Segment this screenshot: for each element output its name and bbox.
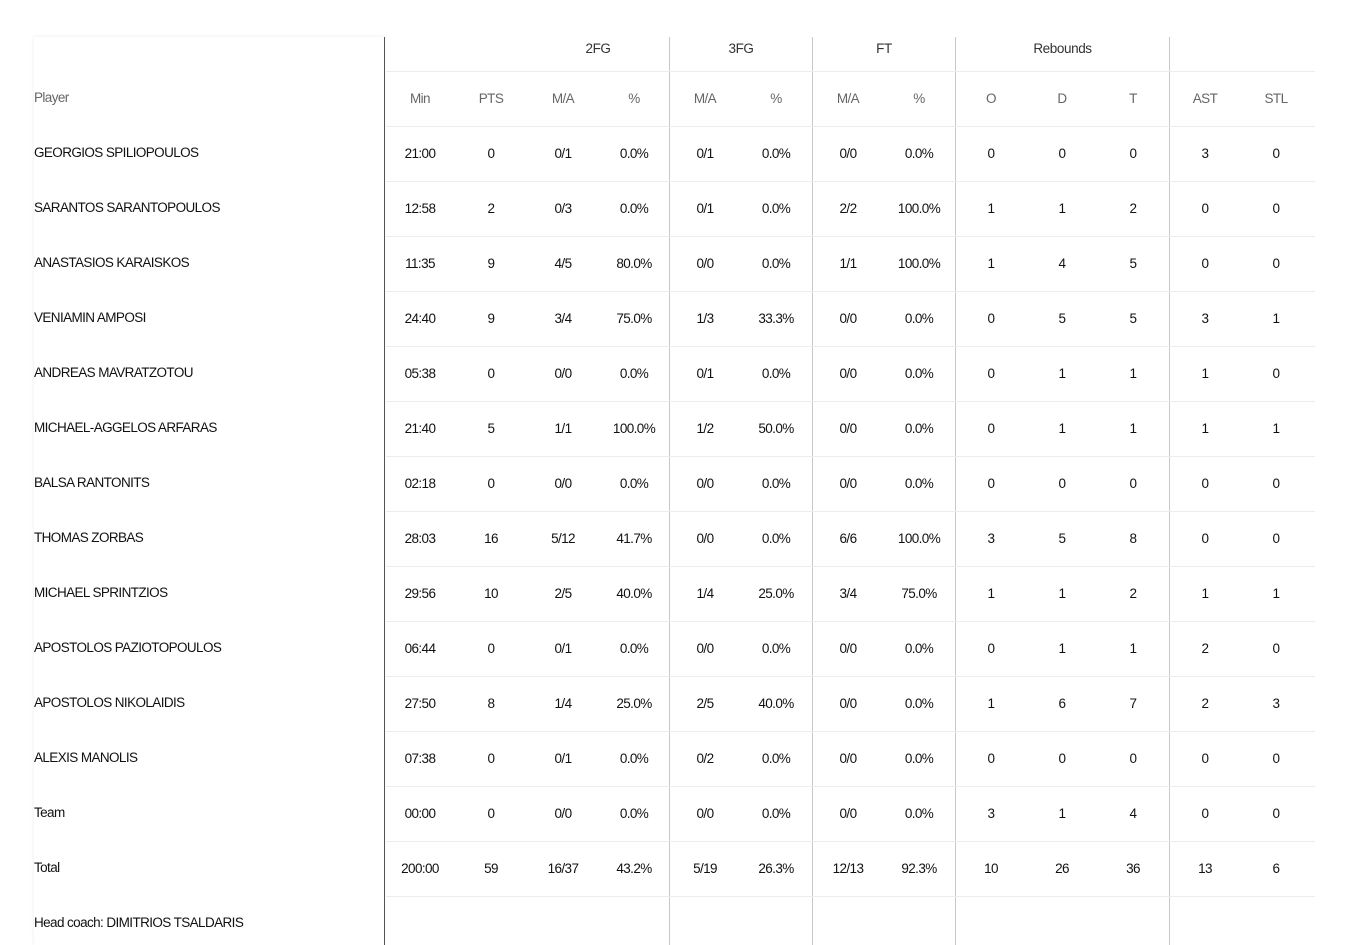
- stat-cell: 0: [1058, 751, 1066, 766]
- stat-cell: 28:03: [404, 531, 436, 546]
- stat-cell: 0: [1201, 806, 1209, 821]
- stat-cell: 200:00: [401, 861, 439, 876]
- stat-cell: 1: [1272, 311, 1280, 326]
- player-name: MICHAEL-AGGELOS ARFARAS: [34, 420, 217, 435]
- stat-cell: 0/1: [696, 146, 714, 161]
- row-divider: [386, 731, 1315, 732]
- stat-cell: 25.0%: [758, 586, 794, 601]
- stat-cell: 3: [1201, 311, 1209, 326]
- stat-cell: 0/0: [839, 641, 857, 656]
- row-divider: [386, 621, 1315, 622]
- stat-cell: 0: [987, 476, 995, 491]
- stat-cell: 0: [1272, 256, 1280, 271]
- stat-cell: 40.0%: [616, 586, 652, 601]
- stat-cell: 1: [987, 696, 995, 711]
- stat-cell: 0.0%: [761, 641, 791, 656]
- stat-cell: 0/0: [839, 751, 857, 766]
- stat-cell: 0.0%: [761, 366, 791, 381]
- stat-cell: 8: [1129, 531, 1137, 546]
- column-header: PTS: [478, 91, 504, 106]
- stat-cell: 1: [1058, 366, 1066, 381]
- stat-cell: 3/4: [554, 311, 572, 326]
- stat-cell: 0: [987, 641, 995, 656]
- player-name: ANDREAS MAVRATZOTOU: [34, 365, 193, 380]
- stat-cell: 0: [1272, 751, 1280, 766]
- stat-cell: 07:38: [404, 751, 436, 766]
- stat-cell: 0/0: [696, 476, 714, 491]
- row-divider: [386, 511, 1315, 512]
- stat-cell: 0: [1272, 641, 1280, 656]
- stat-cell: 0.0%: [904, 366, 934, 381]
- stat-cell: 29:56: [404, 586, 436, 601]
- stat-cell: 6: [1272, 861, 1280, 876]
- stat-cell: 1: [987, 586, 995, 601]
- stat-cell: 0: [1058, 146, 1066, 161]
- stat-cell: 06:44: [404, 641, 436, 656]
- stat-cell: 11:35: [405, 256, 435, 271]
- column-header: T: [1129, 91, 1137, 106]
- stat-cell: 1: [1201, 421, 1209, 436]
- column-header: Min: [410, 91, 430, 106]
- row-divider: [386, 841, 1315, 842]
- stat-cell: 59: [484, 861, 498, 876]
- stat-cell: 7: [1129, 696, 1137, 711]
- stat-cell: 0/0: [839, 366, 857, 381]
- stat-cell: 0/0: [839, 311, 857, 326]
- stat-cell: 02:18: [404, 476, 436, 491]
- stat-cell: 5: [1058, 531, 1066, 546]
- stat-cell: 92.3%: [901, 861, 937, 876]
- column-header: %: [770, 91, 782, 106]
- stat-cell: 100.0%: [612, 421, 656, 436]
- player-name: SARANTOS SARANTOPOULOS: [34, 200, 220, 215]
- stat-cell: 0: [1129, 751, 1137, 766]
- stat-cell: 36: [1126, 861, 1140, 876]
- stat-cell: 0.0%: [904, 146, 934, 161]
- stat-cell: 1: [987, 256, 995, 271]
- stat-cell: 0/3: [554, 201, 572, 216]
- stat-cell: 0: [1272, 806, 1280, 821]
- column-header: O: [986, 91, 996, 106]
- player-name: ALEXIS MANOLIS: [34, 750, 138, 765]
- stat-cell: 0.0%: [619, 201, 649, 216]
- stat-cell: 0: [1129, 146, 1137, 161]
- stat-cell: 1: [987, 201, 995, 216]
- stat-cell: 0: [987, 366, 995, 381]
- column-header: %: [913, 91, 925, 106]
- stat-cell: 1: [1058, 421, 1066, 436]
- stat-cell: 5/19: [693, 861, 717, 876]
- stat-cell: 0: [1201, 531, 1209, 546]
- stat-cell: 1: [1129, 421, 1137, 436]
- stat-cell: 100.0%: [897, 531, 941, 546]
- stat-cell: 0/0: [554, 476, 572, 491]
- stat-cell: 0: [1201, 751, 1209, 766]
- stat-cell: 2: [1129, 586, 1137, 601]
- stat-cell: 2/2: [839, 201, 857, 216]
- stat-cell: 0/0: [696, 256, 714, 271]
- stat-cell: 3: [987, 806, 995, 821]
- stat-cell: 2: [1201, 696, 1209, 711]
- group-header-ft: FT: [876, 41, 892, 56]
- stat-cell: 4: [1058, 256, 1066, 271]
- stat-cell: 9: [487, 311, 495, 326]
- row-divider: [386, 291, 1315, 292]
- row-divider: [386, 786, 1315, 787]
- stat-cell: 0.0%: [761, 146, 791, 161]
- stat-cell: 43.2%: [616, 861, 652, 876]
- stat-cell: 0.0%: [904, 806, 934, 821]
- stat-cell: 0.0%: [904, 696, 934, 711]
- row-divider: [386, 126, 1315, 127]
- stat-cell: 0/0: [554, 366, 572, 381]
- stat-cell: 6: [1058, 696, 1066, 711]
- stat-cell: 0/0: [696, 641, 714, 656]
- stat-cell: 0.0%: [619, 476, 649, 491]
- stat-cell: 1: [1201, 586, 1209, 601]
- stat-cell: 0.0%: [761, 476, 791, 491]
- stat-cell: 3/4: [839, 586, 857, 601]
- stat-cell: 26.3%: [758, 861, 794, 876]
- stat-cell: 0.0%: [904, 751, 934, 766]
- stat-cell: 0: [1058, 476, 1066, 491]
- stat-cell: 0.0%: [619, 366, 649, 381]
- stat-cell: 0.0%: [761, 751, 791, 766]
- group-divider: [955, 37, 956, 945]
- stat-cell: 21:40: [404, 421, 436, 436]
- stat-cell: 3: [987, 531, 995, 546]
- column-header: AST: [1192, 91, 1218, 106]
- stat-cell: 0: [1272, 201, 1280, 216]
- stat-cell: 0: [487, 806, 495, 821]
- stat-cell: 0: [1272, 146, 1280, 161]
- stat-cell: 0: [1272, 366, 1280, 381]
- stat-cell: 16: [484, 531, 498, 546]
- stat-cell: 16/37: [547, 861, 579, 876]
- stat-cell: 3: [1272, 696, 1280, 711]
- stat-cell: 5: [487, 421, 495, 436]
- stat-cell: 1: [1129, 641, 1137, 656]
- stat-cell: 1/1: [839, 256, 857, 271]
- group-divider: [669, 37, 670, 945]
- stat-cell: 0: [487, 146, 495, 161]
- stat-cell: 1/4: [554, 696, 572, 711]
- player-name: THOMAS ZORBAS: [34, 530, 144, 545]
- stat-cell: 2/5: [696, 696, 714, 711]
- stat-cell: 0/0: [696, 806, 714, 821]
- stat-cell: 1: [1058, 586, 1066, 601]
- stat-cell: 0: [487, 641, 495, 656]
- stat-cell: 21:00: [404, 146, 436, 161]
- stat-cell: 0: [987, 421, 995, 436]
- stat-cell: 5: [1058, 311, 1066, 326]
- stat-cell: 0: [487, 751, 495, 766]
- stat-cell: 4: [1129, 806, 1137, 821]
- stat-cell: 0/0: [839, 696, 857, 711]
- stat-cell: 80.0%: [616, 256, 652, 271]
- stat-cell: 8: [487, 696, 495, 711]
- stat-cell: 0.0%: [619, 641, 649, 656]
- stat-cell: 0: [987, 751, 995, 766]
- stat-cell: 1: [1272, 421, 1280, 436]
- stat-cell: 1/3: [696, 311, 714, 326]
- row-divider: [386, 346, 1315, 347]
- stat-cell: 0.0%: [904, 641, 934, 656]
- row-divider: [386, 71, 1315, 72]
- player-name: VENIAMIN AMPOSI: [34, 310, 146, 325]
- stat-cell: 0/1: [554, 146, 572, 161]
- stat-cell: 0/0: [839, 421, 857, 436]
- group-header-3fg: 3FG: [728, 41, 754, 56]
- stat-cell: 4/5: [554, 256, 572, 271]
- stat-cell: 0: [1201, 201, 1209, 216]
- stat-cell: 0.0%: [904, 311, 934, 326]
- stat-cell: 0/1: [554, 641, 572, 656]
- player-name: ANASTASIOS KARAISKOS: [34, 255, 190, 270]
- stat-cell: 1: [1058, 641, 1066, 656]
- player-name: BALSA RANTONITS: [34, 475, 150, 490]
- stat-cell: 1/2: [696, 421, 714, 436]
- group-divider: [1169, 37, 1170, 945]
- stat-cell: 5: [1129, 311, 1137, 326]
- column-header: D: [1057, 91, 1067, 106]
- player-name: Total: [34, 860, 60, 875]
- stat-cell: 33.3%: [758, 311, 794, 326]
- stat-cell: 0.0%: [761, 256, 791, 271]
- player-name: APOSTOLOS PAZIOTOPOULOS: [34, 640, 222, 655]
- stat-cell: 0: [487, 366, 495, 381]
- group-divider: [812, 37, 813, 945]
- player-column-divider: [384, 37, 385, 945]
- player-name: APOSTOLOS NIKOLAIDIS: [34, 695, 185, 710]
- stat-cell: 0: [987, 146, 995, 161]
- head-coach-label: Head coach: DIMITRIOS TSALDARIS: [34, 915, 244, 930]
- stat-cell: 100.0%: [897, 256, 941, 271]
- row-divider: [386, 566, 1315, 567]
- row-divider: [386, 236, 1315, 237]
- column-header: STL: [1264, 91, 1288, 106]
- stat-cell: 2: [1129, 201, 1137, 216]
- player-column-panel: [34, 37, 384, 945]
- row-divider: [386, 181, 1315, 182]
- stat-cell: 2: [487, 201, 495, 216]
- stat-cell: 0/2: [696, 751, 714, 766]
- stat-cell: 0/0: [839, 806, 857, 821]
- stat-cell: 1: [1201, 366, 1209, 381]
- stat-cell: 1/1: [554, 421, 572, 436]
- stat-cell: 0: [987, 311, 995, 326]
- stat-cell: 41.7%: [616, 531, 652, 546]
- stat-cell: 2/5: [554, 586, 572, 601]
- stat-cell: 0/1: [554, 751, 572, 766]
- player-name: GEORGIOS SPILIOPOULOS: [34, 145, 199, 160]
- stat-cell: 40.0%: [758, 696, 794, 711]
- stat-cell: 12/13: [832, 861, 864, 876]
- stat-cell: 1: [1058, 806, 1066, 821]
- stat-cell: 0: [487, 476, 495, 491]
- stat-cell: 5/12: [551, 531, 575, 546]
- stat-cell: 75.0%: [616, 311, 652, 326]
- column-header: M/A: [693, 91, 717, 106]
- player-column-header: Player: [34, 90, 69, 105]
- column-header: M/A: [551, 91, 575, 106]
- stat-cell: 0/0: [554, 806, 572, 821]
- stat-cell: 0.0%: [761, 201, 791, 216]
- stat-cell: 0/1: [696, 366, 714, 381]
- stat-cell: 0/0: [839, 476, 857, 491]
- player-name: Team: [34, 805, 65, 820]
- group-header-2fg: 2FG: [585, 41, 611, 56]
- stat-cell: 05:38: [404, 366, 436, 381]
- player-name: MICHAEL SPRINTZIOS: [34, 585, 168, 600]
- stat-cell: 0: [1201, 256, 1209, 271]
- row-divider: [386, 401, 1315, 402]
- stat-cell: 9: [487, 256, 495, 271]
- stat-cell: 24:40: [404, 311, 436, 326]
- stat-cell: 1/4: [696, 586, 714, 601]
- stat-cell: 0.0%: [904, 421, 934, 436]
- column-header: %: [628, 91, 640, 106]
- stat-cell: 0.0%: [619, 146, 649, 161]
- stat-cell: 1: [1272, 586, 1280, 601]
- column-header: M/A: [836, 91, 860, 106]
- stat-cell: 1: [1129, 366, 1137, 381]
- stat-cell: 26: [1055, 861, 1069, 876]
- stat-cell: 10: [984, 861, 998, 876]
- row-divider: [386, 896, 1315, 897]
- stat-cell: 100.0%: [897, 201, 941, 216]
- row-divider: [386, 456, 1315, 457]
- stat-cell: 0: [1272, 476, 1280, 491]
- stat-cell: 50.0%: [758, 421, 794, 436]
- stat-cell: 13: [1198, 861, 1212, 876]
- stat-cell: 0: [1201, 476, 1209, 491]
- stat-cell: 00:00: [404, 806, 436, 821]
- stat-cell: 0.0%: [761, 806, 791, 821]
- group-header-reb: Rebounds: [1033, 41, 1092, 56]
- stat-cell: 27:50: [404, 696, 436, 711]
- stat-cell: 0.0%: [619, 751, 649, 766]
- stat-cell: 0/0: [839, 146, 857, 161]
- stat-cell: 0: [1272, 531, 1280, 546]
- stat-cell: 0.0%: [904, 476, 934, 491]
- stat-cell: 0.0%: [619, 806, 649, 821]
- stat-cell: 0/1: [696, 201, 714, 216]
- stat-cell: 2: [1201, 641, 1209, 656]
- stat-cell: 0.0%: [761, 531, 791, 546]
- stat-cell: 1: [1058, 201, 1066, 216]
- stat-cell: 12:58: [404, 201, 436, 216]
- stat-cell: 5: [1129, 256, 1137, 271]
- stat-cell: 3: [1201, 146, 1209, 161]
- box-score-table: [34, 37, 1315, 945]
- stat-cell: 0/0: [696, 531, 714, 546]
- row-divider: [386, 676, 1315, 677]
- stat-cell: 6/6: [839, 531, 857, 546]
- stat-cell: 0: [1129, 476, 1137, 491]
- stat-cell: 25.0%: [616, 696, 652, 711]
- stat-cell: 10: [484, 586, 498, 601]
- stat-cell: 75.0%: [901, 586, 937, 601]
